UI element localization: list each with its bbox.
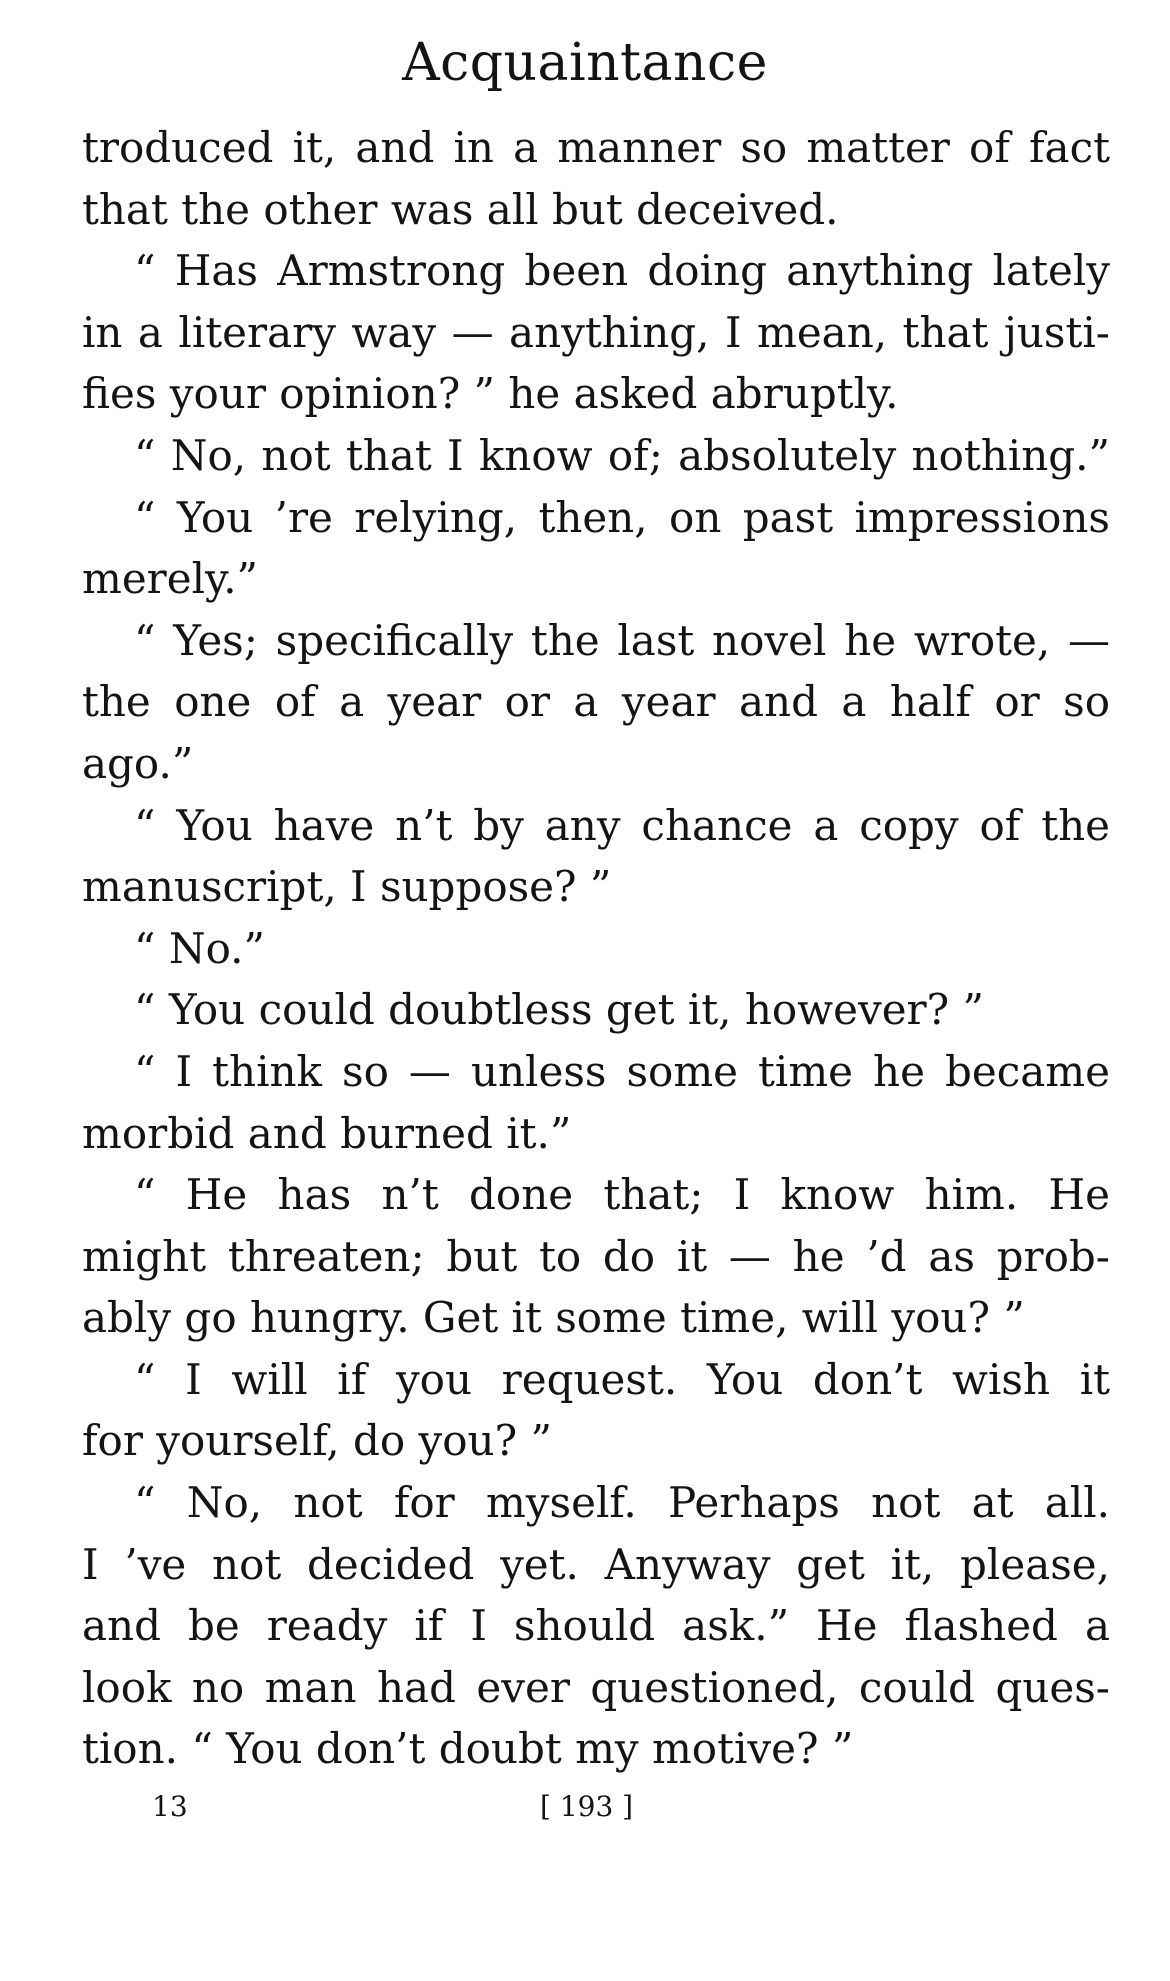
text-line: “ Has Armstrong been doing anything lately [134,246,1110,296]
text-line: “ He has n’t done that; I know him. He [134,1170,1110,1220]
text-line: “ Yes; specifically the last novel he wrote, — [134,615,1110,665]
text-line: “ I think so — unless some time he became [134,1046,1110,1096]
text-line: “ I will if you request. You don’t wish it [134,1354,1110,1404]
text-line: ago.” [82,738,194,788]
text-line: for yourself, do you? ” [82,1416,552,1466]
text-line: look no man had ever questioned, could ques- [82,1662,1110,1712]
text-line: merely.” [82,554,259,604]
text-line: I ’ve not decided yet. Anyway get it, please, [82,1539,1110,1589]
text-line: “ No, not that I know of; absolutely nothing.” [134,430,1110,480]
text-line: might threaten; but to do it — he ’d as prob- [82,1231,1110,1281]
text-line: in a literary way — anything, I mean, that justi- [82,307,1110,357]
text-line: manuscript, I suppose? ” [82,862,612,912]
text-line: ably go hungry. Get it some time, will you? ” [82,1293,1025,1343]
text-line: “ You ’re relying, then, on past impressions [134,492,1110,542]
text-line: tion. “ You don’t doubt my motive? ” [82,1724,854,1774]
running-head: Acquaintance [402,33,768,93]
body-text [82,117,1110,1780]
signature-mark: 13 [152,1790,188,1823]
text-line: morbid and burned it.” [82,1108,572,1158]
text-line: “ You could doubtless get it, however? ” [134,985,984,1035]
text-line: and be ready if I should ask.” He flashed a [82,1601,1110,1651]
text-line: fies your opinion? ” he asked abruptly. [82,369,899,419]
text-line: “ No.” [134,923,265,973]
page-footer [0,1782,1170,1832]
text-line: the one of a year or a year and a half or so [82,677,1110,727]
text-line: “ You have n’t by any chance a copy of the [134,800,1110,850]
page-number: [ 193 ] [540,1790,634,1823]
text-line: “ No, not for myself. Perhaps not at all. [134,1478,1110,1528]
text-line: that the other was all but deceived. [82,184,839,234]
text-line: troduced it, and in a manner so matter of fact [82,123,1110,172]
